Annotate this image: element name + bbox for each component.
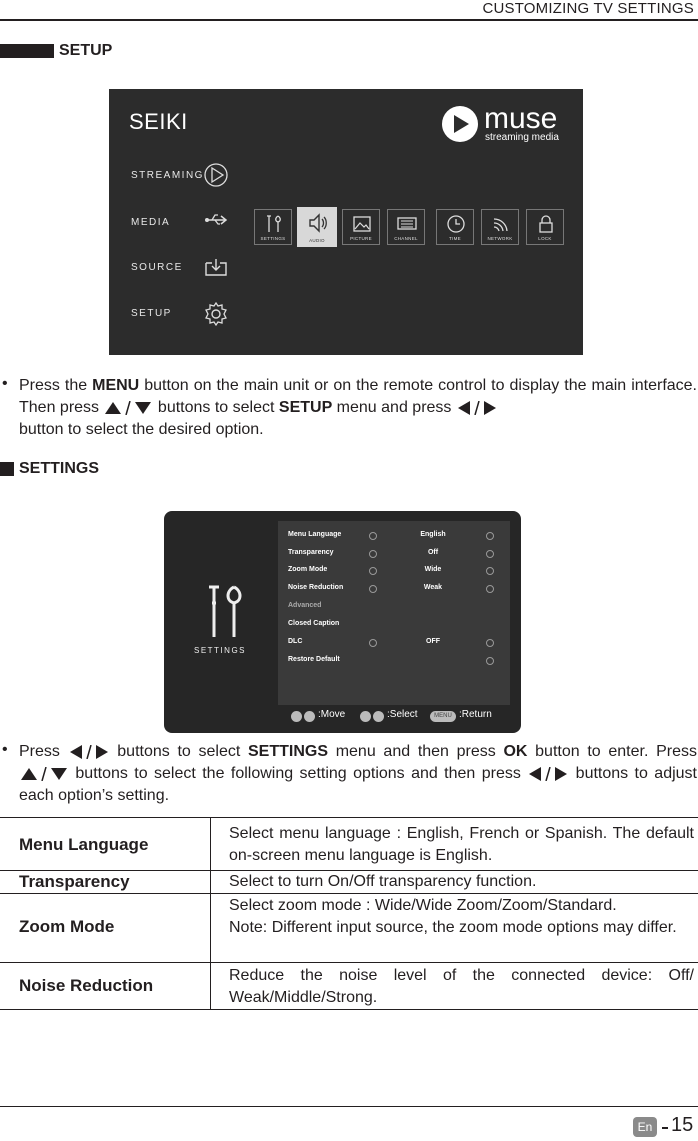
picture-icon: [352, 214, 372, 234]
tile-time[interactable]: [436, 209, 474, 245]
source-icon: [203, 255, 229, 281]
setup-heading-bar: [0, 44, 54, 58]
options-panel: [278, 521, 510, 705]
bullet: •: [2, 375, 8, 392]
left-circle-icon[interactable]: [369, 639, 377, 647]
speaker-icon: [307, 212, 329, 234]
left-circle-icon[interactable]: [369, 550, 377, 558]
option-label[interactable]: Noise Reduction: [288, 584, 344, 591]
hint-select: :Select: [387, 709, 418, 720]
muse-logo-icon: [442, 106, 478, 142]
tile-label: SETTINGS: [260, 236, 286, 241]
table-desc: Reduce the noise level of the connected device: Off/ Weak/Middle/Strong.: [229, 967, 694, 1006]
tile-label: LOCK: [538, 236, 552, 241]
table-term: Noise Reduction: [19, 976, 154, 995]
right-circle-icon[interactable]: [486, 585, 494, 593]
footer-rule: [0, 1106, 698, 1107]
footer-dash: [662, 1127, 668, 1129]
seiki-logo: SEIKI: [129, 109, 188, 134]
option-value: English: [420, 531, 446, 538]
muse-logo-text: muse: [484, 102, 558, 135]
down-button-icon: [304, 711, 315, 722]
table-term: Menu Language: [19, 835, 149, 854]
right-circle-icon[interactable]: [486, 639, 494, 647]
language-badge: En: [633, 1117, 657, 1137]
up-button-icon: [291, 711, 302, 722]
tools-icon: [204, 583, 246, 641]
table-rule: [0, 893, 698, 894]
menu-button-icon: MENU: [430, 711, 456, 722]
menu-media[interactable]: MEDIA: [131, 217, 171, 228]
left-circle-icon[interactable]: [369, 567, 377, 575]
right-circle-icon[interactable]: [486, 532, 494, 540]
header-title: CUSTOMIZING TV SETTINGS: [482, 0, 694, 17]
left-right-arrows-icon: [69, 745, 109, 759]
lock-icon: [536, 214, 556, 234]
setup-screenshot: [109, 89, 583, 355]
left-button-icon: [360, 711, 371, 722]
settings-instructions: Press buttons to select SETTINGS menu and then press OK button to enter. Press buttons to select the following setting options and then press buttons to adjust each option’s setting.: [19, 743, 698, 804]
settings-heading-bar: [0, 462, 14, 476]
table-term: Zoom Mode: [19, 917, 115, 936]
option-value: Off: [427, 549, 439, 556]
header-rule: [0, 19, 698, 21]
table-desc: Select zoom mode : Wide/Wide Zoom/Zoom/Standard.: [229, 897, 617, 914]
table-term: Transparency: [19, 872, 130, 891]
table-divider: [210, 817, 211, 1009]
hint-move: :Move: [318, 709, 346, 720]
tile-label: NETWORK: [487, 236, 513, 241]
page-number: 15: [671, 1114, 694, 1136]
option-label[interactable]: Menu Language: [288, 531, 342, 538]
gear-icon: [203, 301, 229, 327]
option-value: OFF: [426, 638, 440, 645]
up-down-arrows-icon: [104, 401, 152, 415]
tile-picture[interactable]: [342, 209, 380, 245]
usb-icon: [203, 207, 229, 233]
option-label[interactable]: DLC: [288, 638, 303, 645]
up-down-arrows-icon: [20, 767, 68, 781]
right-circle-icon[interactable]: [486, 657, 494, 665]
option-label[interactable]: Advanced: [288, 602, 322, 609]
hint-return: :Return: [459, 709, 492, 720]
setup-heading: SETUP: [59, 42, 113, 59]
table-desc: Select menu language : English, French or Spanish. The default on-screen menu language is English.: [229, 825, 694, 864]
table-top-rule: [0, 817, 698, 818]
left-circle-icon[interactable]: [369, 585, 377, 593]
muse-logo-sub: streaming media: [485, 132, 559, 143]
tile-channel[interactable]: [387, 209, 425, 245]
tile-label: TIME: [449, 236, 461, 241]
option-label[interactable]: Zoom Mode: [288, 566, 328, 573]
menu-setup[interactable]: SETUP: [131, 308, 172, 319]
menu-source[interactable]: SOURCE: [131, 262, 183, 273]
tile-label: PICTURE: [350, 236, 372, 241]
right-circle-icon[interactable]: [486, 550, 494, 558]
bullet: •: [2, 741, 8, 758]
left-right-arrows-icon: [528, 767, 568, 781]
tile-audio[interactable]: [297, 207, 337, 247]
option-value: Weak: [423, 584, 443, 591]
tile-label: AUDIO: [309, 238, 325, 243]
tile-settings[interactable]: [254, 209, 292, 245]
table-desc: Note: Different input source, the zoom mode options may differ.: [229, 919, 677, 936]
setup-instructions: Press the MENU button on the main unit or on the remote control to display the main interface. Then press buttons to select SETUP menu and press button to select the desired option.: [19, 377, 698, 438]
table-desc: Select to turn On/Off transparency function.: [229, 873, 537, 890]
left-right-arrows-icon: [457, 401, 497, 415]
table-rule: [0, 962, 698, 963]
network-icon: [491, 214, 511, 234]
tile-lock[interactable]: [526, 209, 564, 245]
clock-icon: [446, 214, 466, 234]
menu-streaming[interactable]: STREAMING: [131, 170, 204, 181]
right-button-icon: [373, 711, 384, 722]
left-circle-icon[interactable]: [369, 532, 377, 540]
channel-icon: [397, 214, 417, 234]
option-label[interactable]: Transparency: [288, 549, 334, 556]
play-icon: [203, 162, 229, 188]
option-label[interactable]: Closed Caption: [288, 620, 340, 627]
tile-label: CHANNEL: [394, 236, 418, 241]
table-rule: [0, 1009, 698, 1010]
tools-icon: [264, 214, 284, 234]
right-circle-icon[interactable]: [486, 567, 494, 575]
settings-heading: SETTINGS: [19, 460, 100, 477]
option-label[interactable]: Restore Default: [288, 656, 340, 663]
option-value: Wide: [424, 566, 442, 573]
tile-network[interactable]: [481, 209, 519, 245]
settings-caption: SETTINGS: [194, 646, 247, 655]
settings-screenshot: [164, 511, 521, 733]
